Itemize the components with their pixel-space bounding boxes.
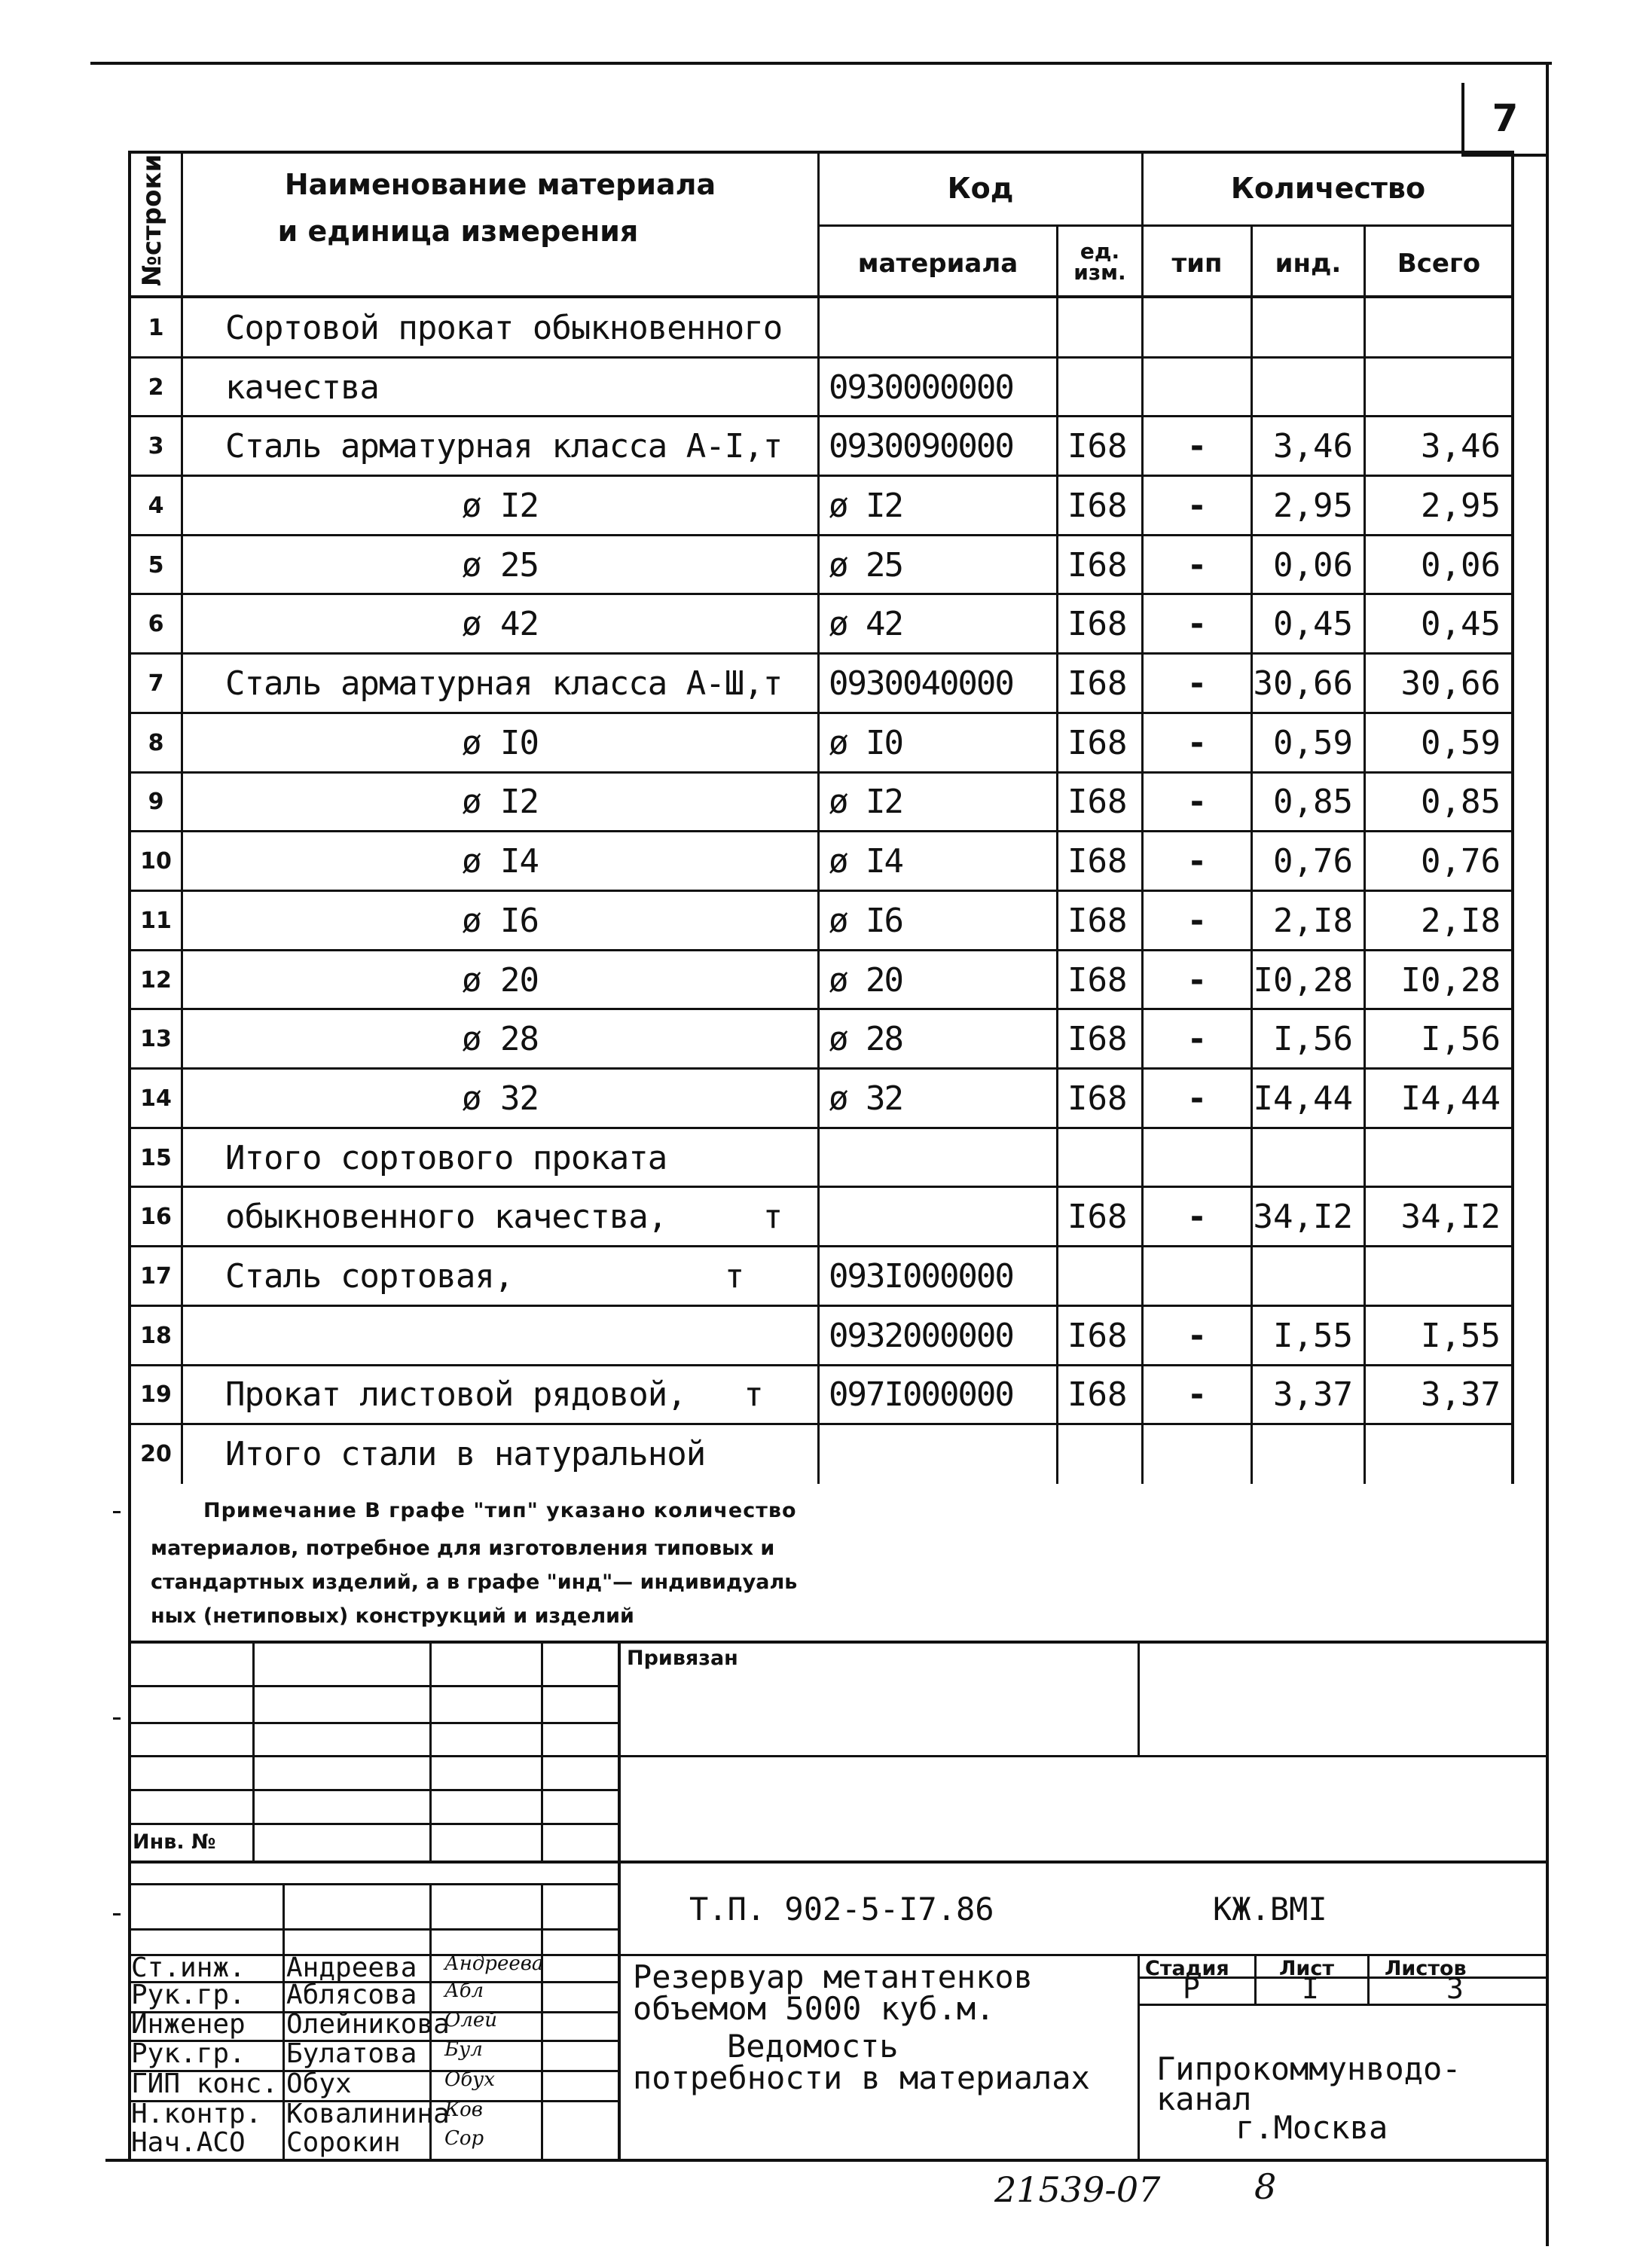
table-row — [128, 951, 1514, 1010]
cell-name: Сортовой прокат обыкновенного — [225, 308, 783, 347]
cell-code: ø I4 — [829, 842, 902, 881]
cell-n: 13 — [140, 1026, 172, 1053]
cell-type: - — [1186, 842, 1208, 881]
cell-ind — [1253, 1128, 1364, 1188]
archive-number: 21539-07 — [994, 2169, 1161, 2210]
note-line-4: ных (нетиповых) конструкций и изделий — [151, 1604, 634, 1628]
cell-unit: I68 — [1067, 605, 1128, 644]
org-line-3: г.Москва — [1235, 2109, 1388, 2146]
cell-ind: I4,44 — [1253, 1079, 1353, 1118]
cell-total: 30,66 — [1400, 664, 1501, 704]
cell-type: - — [1186, 783, 1208, 822]
cell-n: 9 — [148, 789, 164, 816]
cell-ind — [1253, 1247, 1364, 1306]
title-line-4: потребности в материалах — [633, 2059, 1090, 2096]
staff-name: Андреева — [286, 1952, 417, 1983]
cell-ind: I,55 — [1273, 1316, 1353, 1355]
cell-unit — [1058, 358, 1141, 417]
cell-type: - — [1186, 1198, 1208, 1237]
staff-signature: Сор — [444, 2127, 484, 2150]
cell-name: ø I4 — [462, 842, 539, 881]
cell-unit: I68 — [1067, 960, 1128, 1000]
table-row — [128, 595, 1514, 655]
cell-ind — [1253, 298, 1364, 358]
cell-total: 0,06 — [1421, 545, 1501, 585]
cell-name: Прокат листовой рядовой, т — [225, 1375, 763, 1415]
cell-code — [820, 1188, 1056, 1247]
materials-table — [128, 151, 1514, 1628]
cell-unit: I68 — [1067, 842, 1128, 881]
table-row — [128, 1009, 1514, 1069]
cell-code: ø 32 — [829, 1079, 902, 1118]
table-row — [128, 1366, 1514, 1425]
cell-name: ø 25 — [462, 545, 539, 585]
cell-n: 10 — [140, 848, 172, 875]
header-quantity: Количество — [1230, 172, 1426, 205]
cell-name: обыкновенного качества, т — [225, 1198, 783, 1237]
cell-name: Итого сортового проката — [225, 1138, 667, 1177]
cell-type: - — [1186, 1020, 1208, 1059]
cell-code: 0932000000 — [829, 1316, 1013, 1355]
table-row — [128, 1247, 1514, 1306]
title-line-2: объемом 5000 куб.м. — [633, 1990, 995, 2027]
header-code-unit: ед. изм. — [1073, 239, 1126, 285]
cell-type: - — [1186, 486, 1208, 525]
staff-role: ГИП конс. — [131, 2068, 279, 2099]
cell-n: 16 — [140, 1204, 172, 1231]
cell-n: 19 — [140, 1381, 172, 1409]
document-mark: КЖ.ВМI — [1213, 1891, 1327, 1928]
cell-ind: 34,I2 — [1253, 1198, 1353, 1237]
cell-type: - — [1186, 545, 1208, 585]
cell-n: 4 — [148, 492, 164, 519]
table-row — [128, 773, 1514, 832]
header-code-material: материала — [857, 249, 1018, 279]
cell-n: 11 — [140, 907, 172, 934]
stage-label: Стадия — [1145, 1957, 1229, 1980]
table-row — [128, 358, 1514, 417]
staff-name: Олейникова — [286, 2009, 450, 2040]
note-line-2: материалов, потребное для изготовления типовых и — [151, 1537, 775, 1560]
table-row — [128, 476, 1514, 536]
cell-type: - — [1186, 427, 1208, 466]
cell-ind: 0,06 — [1273, 545, 1353, 585]
cell-ind: 3,37 — [1273, 1375, 1353, 1415]
cell-name: ø 28 — [462, 1020, 539, 1059]
staff-signature: Олей — [444, 2009, 498, 2031]
table-row — [128, 536, 1514, 595]
cell-total: 2,95 — [1421, 486, 1501, 525]
table-row — [128, 832, 1514, 891]
cell-unit: I68 — [1067, 783, 1128, 822]
cell-total — [1366, 298, 1511, 358]
header-row-number: №строки — [137, 154, 167, 286]
cell-code: 0930090000 — [829, 427, 1013, 466]
table-row — [128, 713, 1514, 773]
sheet-value: I — [1302, 1972, 1319, 2005]
right-border — [1546, 62, 1549, 2246]
cell-n: 3 — [148, 433, 164, 460]
cell-code: ø 28 — [829, 1020, 902, 1059]
org-line-1: Гипрокоммунводо- — [1156, 2050, 1461, 2087]
privyazan-label: Привязан — [627, 1647, 738, 1670]
cell-total: 0,45 — [1421, 605, 1501, 644]
cell-unit: I68 — [1067, 486, 1128, 525]
table-row — [128, 298, 1514, 358]
cell-n: 6 — [148, 611, 164, 638]
table-row — [128, 891, 1514, 951]
staff-role: Нач.АСО — [131, 2127, 246, 2158]
staff-role: Рук.гр. — [131, 2038, 246, 2069]
cell-n: 14 — [140, 1085, 172, 1112]
cell-ind — [1253, 1424, 1364, 1484]
cell-n: 17 — [140, 1263, 172, 1290]
table-row — [128, 1188, 1514, 1247]
cell-name: ø 20 — [462, 960, 539, 1000]
title-line-3: Ведомость — [727, 2028, 899, 2065]
cell-type: - — [1186, 1375, 1208, 1415]
note-line-1: Примечание В графе "тип" указано количество — [203, 1499, 797, 1522]
header-qty-total: Всего — [1397, 249, 1481, 279]
cell-name: качества — [225, 368, 379, 407]
cell-unit: I68 — [1067, 1198, 1128, 1237]
cell-code: ø I2 — [829, 486, 902, 525]
title-line-1: Резервуар метантенков — [633, 1958, 1034, 1995]
header-qty-ind: инд. — [1275, 249, 1342, 279]
cell-code: 0930000000 — [829, 368, 1013, 407]
cell-ind: 0,45 — [1273, 605, 1353, 644]
cell-name: Сталь арматурная класса А-I,т — [225, 427, 783, 466]
cell-ind: I0,28 — [1253, 960, 1353, 1000]
staff-role: Н.контр. — [131, 2099, 262, 2129]
org-line-2: канал — [1156, 2080, 1252, 2117]
cell-name: ø I6 — [462, 901, 539, 940]
cell-type — [1144, 1247, 1251, 1306]
cell-n: 12 — [140, 966, 172, 994]
header-code: Код — [947, 172, 1014, 205]
cell-type: - — [1186, 664, 1208, 704]
cell-total: 0,59 — [1421, 723, 1501, 762]
cell-code: ø I6 — [829, 901, 902, 940]
cell-type: - — [1186, 723, 1208, 762]
staff-name: Булатова — [286, 2038, 417, 2069]
cell-ind: 2,I8 — [1273, 901, 1353, 940]
staff-role: Рук.гр. — [131, 1980, 246, 2010]
cell-name: Сталь сортовая, т — [225, 1257, 744, 1296]
cell-code: ø 25 — [829, 545, 902, 585]
cell-unit — [1058, 298, 1141, 358]
staff-signature: Ков — [444, 2099, 483, 2121]
inventory-number-label: Инв. № — [133, 1830, 216, 1854]
cell-unit — [1058, 1128, 1141, 1188]
cell-ind: 30,66 — [1253, 664, 1353, 704]
cell-ind: 2,95 — [1273, 486, 1353, 525]
cell-name — [183, 1306, 817, 1366]
cell-unit — [1058, 1424, 1141, 1484]
table-row — [128, 1128, 1514, 1188]
cell-total — [1366, 358, 1511, 417]
table-row — [128, 417, 1514, 476]
cell-n: 20 — [140, 1441, 172, 1468]
cell-type: - — [1186, 1079, 1208, 1118]
staff-signature: Бул — [444, 2038, 483, 2061]
header-name-line2: и единица измерения — [277, 215, 639, 248]
table-body — [128, 298, 1514, 1484]
cell-total: I,55 — [1421, 1316, 1501, 1355]
cell-name: ø I2 — [462, 486, 539, 525]
staff-signature: Абл — [444, 1980, 484, 2002]
staff-name: Аблясова — [286, 1980, 417, 2010]
cell-code: ø I2 — [829, 783, 902, 822]
cell-total: 3,46 — [1421, 427, 1501, 466]
cell-total — [1366, 1128, 1511, 1188]
cell-unit: I68 — [1067, 1375, 1128, 1415]
cell-unit: I68 — [1067, 1020, 1128, 1059]
cell-total: 2,I8 — [1421, 901, 1501, 940]
cell-type — [1144, 1424, 1251, 1484]
cell-ind: 0,59 — [1273, 723, 1353, 762]
cell-total: 0,76 — [1421, 842, 1501, 881]
cell-name: ø I2 — [462, 783, 539, 822]
page-number: 7 — [1492, 96, 1519, 140]
table-row — [128, 1424, 1514, 1484]
cell-n: 7 — [148, 670, 164, 697]
cell-unit: I68 — [1067, 901, 1128, 940]
sheet-label: Лист — [1279, 1957, 1334, 1980]
cell-name: Итого стали в натуральной — [225, 1435, 706, 1474]
cell-type: - — [1186, 901, 1208, 940]
header-qty-type: тип — [1171, 249, 1223, 279]
cell-code: 093I000000 — [829, 1257, 1013, 1296]
cell-code: 097I000000 — [829, 1375, 1013, 1415]
cell-ind: I,56 — [1273, 1020, 1353, 1059]
document-code: Т.П. 902-5-I7.86 — [689, 1891, 994, 1928]
cell-unit — [1058, 1247, 1141, 1306]
cell-total — [1366, 1424, 1511, 1484]
cell-type: - — [1186, 605, 1208, 644]
table-row — [128, 1306, 1514, 1366]
cell-total: I0,28 — [1400, 960, 1501, 1000]
cell-ind: 0,76 — [1273, 842, 1353, 881]
cell-total: I,56 — [1421, 1020, 1501, 1059]
cell-ind: 0,85 — [1273, 783, 1353, 822]
table-row — [128, 654, 1514, 713]
cell-code — [820, 1424, 1056, 1484]
cell-type: - — [1186, 960, 1208, 1000]
note-line-3: стандартных изделий, а в графе "инд"— индивидуаль — [151, 1571, 798, 1594]
cell-code — [820, 1128, 1056, 1188]
staff-name: Обух — [286, 2068, 352, 2099]
cell-total — [1366, 1247, 1511, 1306]
header-name-line1: Наименование материала — [284, 168, 716, 201]
cell-n: 1 — [148, 314, 164, 341]
staff-name: Сорокин — [286, 2127, 401, 2158]
cell-code: ø 20 — [829, 960, 902, 1000]
staff-name: Ковалинина — [286, 2099, 450, 2129]
cell-unit: I68 — [1067, 723, 1128, 762]
footer-page: 8 — [1254, 2166, 1277, 2207]
stage-value: Р — [1183, 1972, 1200, 2005]
staff-signature: Обух — [444, 2068, 495, 2091]
cell-code: ø 42 — [829, 605, 902, 644]
cell-unit: I68 — [1067, 427, 1128, 466]
cell-ind — [1253, 358, 1364, 417]
cell-type — [1144, 358, 1251, 417]
cell-type — [1144, 298, 1251, 358]
cell-total: 3,37 — [1421, 1375, 1501, 1415]
cell-code: 0930040000 — [829, 664, 1013, 704]
cell-n: 5 — [148, 551, 164, 578]
staff-role: Ст.инж. — [131, 1952, 246, 1983]
cell-n: 18 — [140, 1322, 172, 1349]
cell-total: 0,85 — [1421, 783, 1501, 822]
cell-unit: I68 — [1067, 1316, 1128, 1355]
cell-type — [1144, 1128, 1251, 1188]
cell-unit: I68 — [1067, 1079, 1128, 1118]
table-row — [128, 1069, 1514, 1128]
cell-type: - — [1186, 1316, 1208, 1355]
staff-signature: Андреева — [444, 1952, 544, 1975]
cell-name: Сталь арматурная класса А-Ш,т — [225, 664, 783, 704]
top-border — [90, 62, 1552, 65]
cell-unit: I68 — [1067, 664, 1128, 704]
cell-n: 8 — [148, 729, 164, 756]
sheets-label: Листов — [1385, 1957, 1467, 1980]
cell-name: ø 42 — [462, 605, 539, 644]
staff-role: Инженер — [131, 2009, 246, 2040]
cell-name: ø 32 — [462, 1079, 539, 1118]
cell-unit: I68 — [1067, 545, 1128, 585]
cell-code: ø I0 — [829, 723, 902, 762]
cell-name: ø I0 — [462, 723, 539, 762]
cell-total: I4,44 — [1400, 1079, 1501, 1118]
cell-code — [820, 298, 1056, 358]
cell-n: 15 — [140, 1144, 172, 1171]
cell-n: 2 — [148, 374, 164, 401]
cell-ind: 3,46 — [1273, 427, 1353, 466]
cell-total: 34,I2 — [1400, 1198, 1501, 1237]
sheets-value: 3 — [1446, 1972, 1464, 2005]
